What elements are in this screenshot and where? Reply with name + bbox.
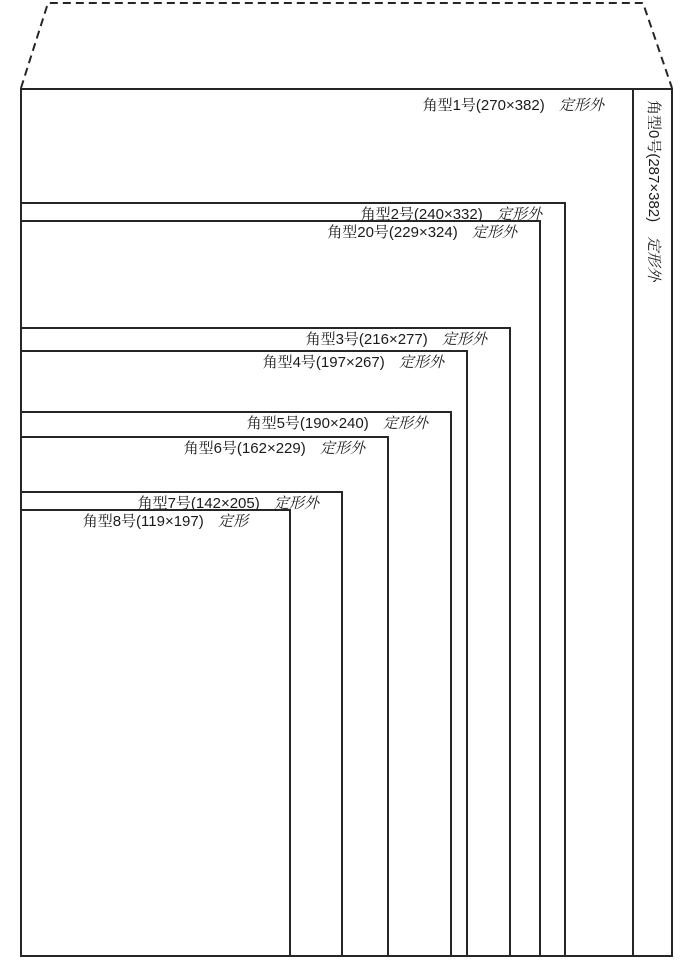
envelope-label-角型8号 [22,513,248,531]
envelope-rect-角型8号 [20,509,291,957]
envelope-name: 角型2号 [360,206,414,223]
envelope-size: (142×205) [190,495,260,512]
envelope-category: 定形外 [441,331,487,348]
envelope-name: 角型3号 [305,331,359,348]
envelope-category: 定形外 [471,224,517,241]
envelope-label-角型3号 [22,331,487,349]
envelope-name: 角型20号 [327,224,389,241]
envelope-size: (229×324) [388,224,458,241]
envelope-name: 角型6号 [183,440,237,457]
envelope-label-kaku0 [644,100,663,281]
envelope-category: 定形外 [645,236,662,282]
envelope-flap-outline [0,0,694,92]
envelope-size: (287×382) [645,153,662,223]
envelope-category: 定形外 [319,440,365,457]
envelope-label-角型5号 [22,415,428,433]
envelope-size: (190×240) [299,415,369,432]
envelope-category: 定形外 [496,206,542,223]
envelope-name: 角型0号 [645,100,662,154]
envelope-label-角型1号 [22,97,604,115]
envelope-size: (197×267) [315,354,385,371]
envelope-category: 定形外 [558,97,604,114]
envelope-name: 角型1号 [422,97,476,114]
envelope-size: (162×229) [236,440,306,457]
envelope-name: 角型8号 [82,513,137,530]
envelope-category: 定形外 [382,415,428,432]
envelope-name: 角型5号 [246,415,300,432]
envelope-label-角型6号 [22,440,365,458]
envelope-size: (240×332) [413,206,483,223]
envelope-label-角型4号 [22,354,444,372]
envelope-size: (270×382) [475,97,545,114]
envelope-category: 定形外 [273,495,319,512]
envelope-name: 角型7号 [137,495,191,512]
envelope-size: (119×197) [136,513,204,530]
envelope-size: (216×277) [358,331,428,348]
envelope-name: 角型4号 [262,354,316,371]
envelope-category: 定形外 [398,354,444,371]
envelope-label-角型20号 [22,224,517,242]
envelope-category: 定形 [217,513,248,530]
